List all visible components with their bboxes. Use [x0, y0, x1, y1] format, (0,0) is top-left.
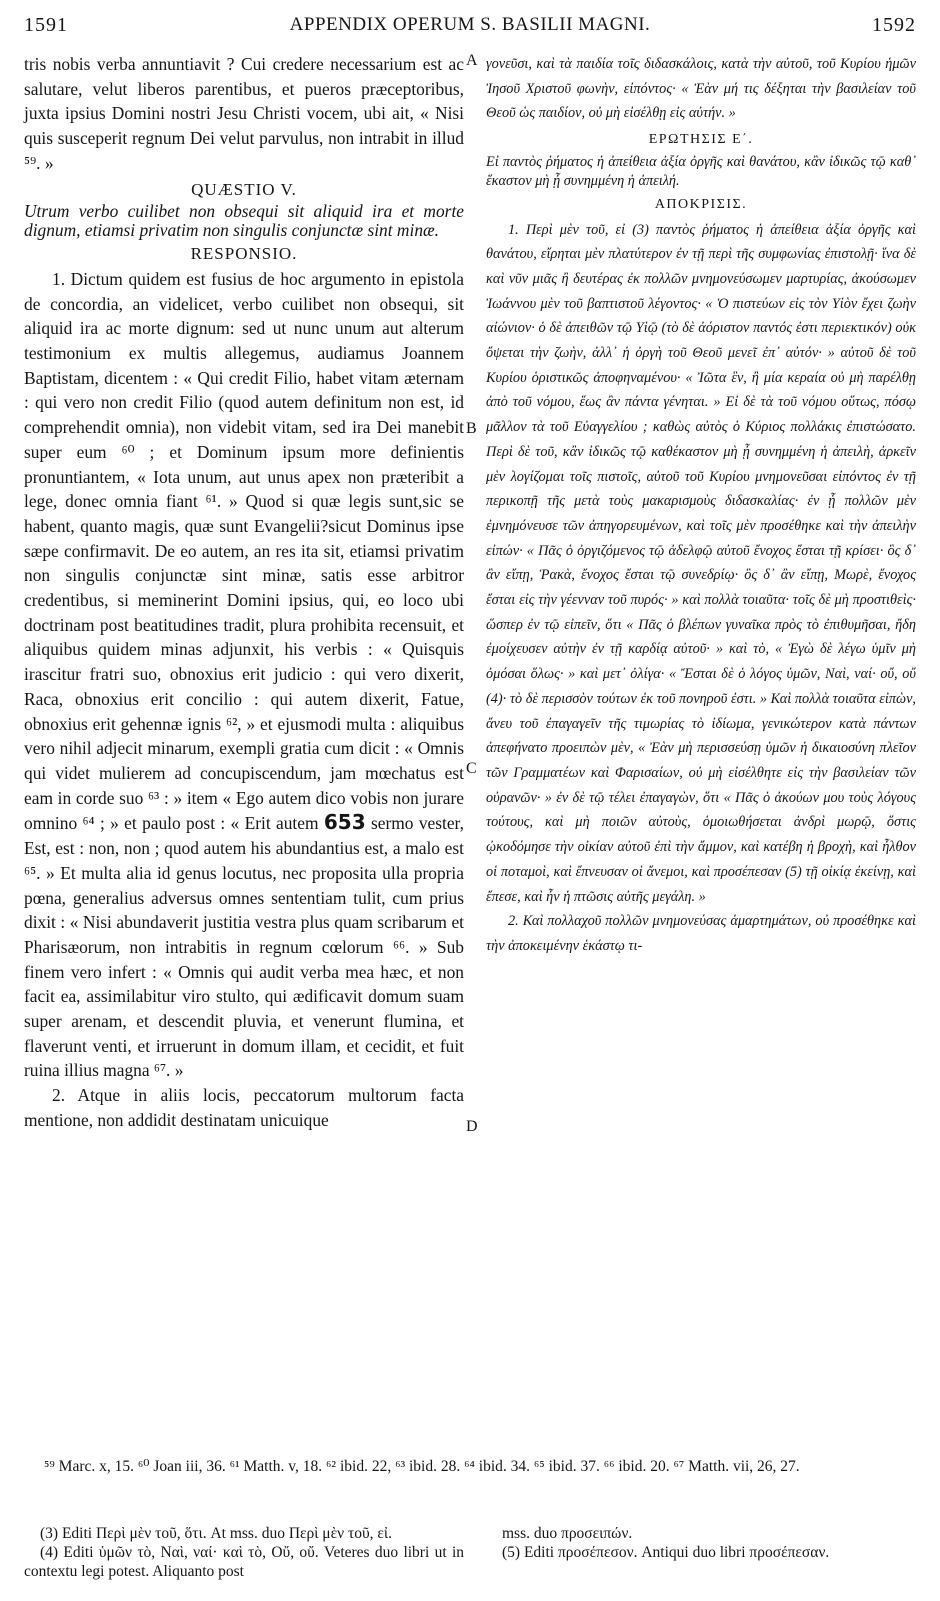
latin-intro: tris nobis verba annuntiavit ? Cui credere necessarium est ac salutare, velut liberos parentibus, et pueros præceptoribus, juxta ipsius Domini nostri Jesu Christi vocem, ubi ait, « Nisi quis susceperit regnum Dei velut parvulus, non intrabit in illud ⁵⁹. »: [24, 54, 464, 173]
page-header: [24, 14, 916, 40]
critical-note: (4) Editi ὑμῶν τὸ, Ναὶ, ναί· καὶ τὸ, Οὔ, οὔ. Veteres duo libri ut in contextu legi potest. Aliquanto post: [24, 1544, 464, 1580]
critical-note: (5) Editi προσέπεσον. Antiqui duo libri προσέπεσαν.: [502, 1544, 830, 1561]
running-title: APPENDIX OPERUM S. BASILII MAGNI.: [289, 14, 651, 35]
footnotes: [24, 1457, 916, 1477]
greek-question-text: Εἰ παντὸς ῥήματος ἡ ἀπείθεια ἀξία ὀργῆς καὶ θανάτου, κἂν ἰδικῶς τῷ καθ᾽ ἕκαστον μὴ ᾖ συνημμένη ἡ ἀπειλή.: [486, 153, 916, 189]
latin-column: [24, 52, 464, 1133]
page-number-left: 1591: [24, 14, 68, 36]
critical-notes-right: [486, 1524, 916, 1562]
greek-responsio-heading: ΑΠΟΚΡΙΣΙΣ.: [654, 196, 748, 212]
footnote-references: ⁵⁹ Marc. x, 15. ⁶⁰ Joan iii, 36. ⁶¹ Matth. v, 18. ⁶² ibid. 22, ⁶³ ibid. 28. ⁶⁴ ibid. 34. ⁶⁵ ibid. 37. ⁶⁶ ibid. 20. ⁶⁷ Matth. vii, 26, 27.: [44, 1458, 800, 1475]
margin-letter-d: D: [466, 1118, 478, 1135]
critical-note: mss. duo προσειπών.: [502, 1525, 633, 1542]
greek-answer-paragraph-2: 2. Καὶ πολλαχοῦ πολλῶν μνημονεύσας ἁμαρτημάτων, οὐ προσέθηκε καὶ τὴν ἀποκειμένην ἑκάστῳ τι-: [486, 913, 916, 954]
latin-answer-paragraph-1: [24, 267, 464, 1083]
latin-answer-paragraph-2: 2. Atque in aliis locis, peccatorum multorum facta mentione, non addidit destinatam unicuique: [24, 1085, 464, 1130]
critical-notes-left: [24, 1524, 464, 1581]
greek-intro: γονεῦσι, καὶ τὰ παιδία τοῖς διδασκάλοις, κατὰ τὴν αὐτοῦ, τοῦ Κυρίου ἡμῶν Ἰησοῦ Χριστοῦ φωνὴν, εἰπόντος· « Ἐὰν μή τις δέξηται τὴν βασιλείαν τοῦ Θεοῦ ὡς παιδίον, οὐ μὴ εἰσέλθῃ εἰς αὐτήν. »: [486, 56, 916, 122]
margin-letter-b: B: [466, 420, 477, 437]
page-number-right: 1592: [872, 14, 916, 36]
greek-answer-paragraph-1: 1. Περὶ μὲν τοῦ, εἰ (3) παντὸς ῥήματος ἡ ἀπείθεια ἀξία ὀργῆς καὶ θανάτου, εἴρηται μὲν πλατύτερον ἐν τῇ περὶ τῆς συμφωνίας ἐπιστολῇ· ἵνα δὲ καὶ νῦν μιᾶς ἢ δευτέρας ἐκ πολλῶν μνημονεύσωμεν μαρτυρίας, ἀκούσωμεν Ἰωάννου μὲν τοῦ βαπτιστοῦ λέγοντος· « Ὁ πιστεύων εἰς τὸν Υἱὸν ἔχει ζωὴν αἰώνιον· ὁ δὲ ἀπειθῶν τῷ Υἱῷ (τὸ δὲ ἀόριστον παντός ἐστι περιεκτικόν) οὐκ ὄψεται τὴν ζωὴν, ἀλλ᾽ ἡ ὀργὴ τοῦ Θεοῦ μενεῖ ἐπ᾽ αὐτόν· » αὐτοῦ δὲ τοῦ Κυρίου ὁριστικῶς ἀποφηναμένου· « Ἰῶτα ἓν, ἢ μία κεραία οὐ μὴ παρέλθῃ ἀπὸ τοῦ νόμου, ἕως ἂν πάντα γένηται. » Εἰ δὲ τὰ τοῦ νόμου οὕτως, πόσῳ μᾶλλον τὰ τοῦ Εὐαγγελίου ; καθὼς αὐτὸς ὁ Κύριος πολλάκις ἐπιστώσατο. Περὶ δὲ τοῦ, κἂν ἰδικῶς τῷ καθέκαστον μὴ ᾖ συνημμένη ἡ ἀπειλὴ, ἀρκεῖν μὲν λογίζομαι τοῖς πιστοῖς, αὐτοῦ τοῦ Κυρίου μνημονεῦσαι εἰπόντος ἐν τῇ περικοπῇ τῆς μετὰ τοὺς μακαρισμοὺς διδασκαλίας· ἐν ᾗ πολλῶν μὲν ἐμνημόνευσε τῶν ἀπηγορευμένων, καὶ τοῖς μὲν προσέθηκε καὶ τὴν ἀπειλὴν εἰπών· « Πᾶς ὁ ὀργιζόμενος τῷ ἀδελφῷ αὐτοῦ ἔνοχος ἔσται τῇ κρίσει· ὃς δ᾽ ἂν εἴπῃ, Ῥακὰ, ἔνοχος ἔσται τῷ συνεδρίῳ· ὃς δ᾽ ἂν εἴπῃ, Μωρὲ, ἔνοχος ἔσται εἰς τὴν γέενναν τοῦ πυρός· » καὶ πολλὰ τοιαῦτα· τοῖς δὲ μὴ προστιθεὶς· ὥσπερ ἐν τῷ εἰπεῖν, ὅτι « Πᾶς ὁ βλέπων γυναῖκα πρὸς τὸ ἐπιθυμῆσαι, ἤδη ἐμοίχευσεν αὐτὴν ἐν τῇ καρδίᾳ αὐτοῦ· » καὶ τὸ, « Ἐγὼ δὲ λέγω ὑμῖν μὴ ὀμόσαι ὅλως· » καὶ μετ᾽ ὀλίγα· « Ἔσται δὲ ὁ λόγος ὑμῶν, Ναὶ, ναί· οὔ, οὔ (4)· τὸ δὲ περισσὸν τούτων ἐκ τοῦ πονηροῦ ἐστι. » Καὶ πολλὰ τοιαῦτα εἰπὼν, ἄνευ τοῦ ἐπαγαγεῖν τῆς τιμωρίας τὸ ἰδίωμα, γενικώτερον κατὰ πάντων ἀπεφήνατο προειπὼν μὲν, « Ἐὰν μὴ περισσεύσῃ ὑμῶν ἡ δικαιοσύνη πλεῖον τῶν Γραμματέων καὶ Φαρισαίων, οὐ μὴ εἰσέλθητε εἰς τὴν βασιλείαν τῶν οὐρανῶν· » ἐν δὲ τῷ τέλει ἐπαγαγὼν, ὅτι « Πᾶς ὁ ἀκούων μου τοὺς λόγους τούτους, καὶ μὴ ποιῶν αὐτοὺς, ὁμοιωθήσεται ἀνδρὶ μωρῷ, ὅστις ᾠκοδόμησε τὴν οἰκίαν αὐτοῦ ἐπὶ τὴν ἄμμον, καὶ κατέβη ἡ βροχὴ, καὶ ἦλθον οἱ ποταμοὶ, καὶ ἔπνευσαν οἱ ἄνεμοι, καὶ προσέπεσαν (5) τῇ οἰκίᾳ ἐκείνῃ, καὶ ἔπεσε, καὶ ἦν ἡ πτῶσις αὐτῆς μεγάλη. »: [486, 221, 916, 905]
critical-note: (3) Editi Περὶ μὲν τοῦ, ὅτι. At mss. duo Περὶ μὲν τοῦ, εἰ.: [40, 1525, 392, 1542]
column-number: 653: [323, 810, 366, 835]
greek-question-heading: ΕΡΩΤΗΣΙΣ Ε΄.: [648, 132, 754, 148]
margin-letter-a: A: [466, 52, 478, 69]
margin-letter-c: C: [466, 760, 477, 777]
latin-responsio-heading: RESPONSIO.: [190, 244, 298, 264]
latin-question-heading: QUÆSTIO V.: [191, 179, 297, 199]
greek-column: [486, 52, 916, 959]
latin-question-text: Utrum verbo cuilibet non obsequi sit aliquid ira et morte dignum, etiamsi privatim non singulis conjunctæ sint minæ.: [24, 201, 464, 241]
latin-answer-1-part-a: 1. Dictum quidem est fusius de hoc argumento in epistola de concordia, an videlicet, verbo cuilibet non obsequi, sit aliquid ira ac morte dignum: sed ut nunc unum aut alterum testimonium ex multis allegemus, audiamus Joannem Baptistam, dicentem : « Qui credit Filio, habet vitam æternam : qui vero non credit Filio (quod autem definitum non est, id comprehendit omnia), non videbit vitam, sed ira Dei manebit super eum ⁶⁰ ; et Dominum ipsum more definientis pronuntiantem, « Iota unum, aut unus apex non præteribit a lege, donec omnia fiant ⁶¹. » Quod si quæ legis sunt,sic se habent, quanto magis, quæ sunt Evangelii?sicut Dominus ipse sæpe confirmavit. De eo autem, an res ita sit, etiamsi privatim non singulis conjunctæ sint minæ, satis esse arbitror credentibus, si meminerint Domini ipsius, qui, eo loco ubi doctrinam post beatitudines tradit, plura prohibita recensuit, et aliquibus quidem minas adjunxit, his verbis : « Quisquis irascitur fratri suo, obnoxius erit judicio : qui vero dixerit, Raca, obnoxius erit concilio : qui autem dixerit, Fatue, obnoxius erit gehennæ ignis ⁶², » et ejusmodi multa : aliquibus vero nihil adjecit minarum, exempli gratia cum dicit : « Omnis qui videt mulierem ad concupiscendum, jam mœchatus est eam in corde suo ⁶³ : » item « Ego autem dico vobis non jurare omnino ⁶⁴ ; » et paulo post : « Erit autem: [24, 268, 464, 834]
latin-answer-1-part-b: sermo vester, Est, est : non, non ; quod autem his abundantius est, a malo est ⁶⁵. » Et multa alia id genus locutus, nec proposita ulla propria pœna, generalius adversus omnes sententiam tulit, cum prius dixit : « Nisi abundaverit justitia vestra plus quam scribarum et Pharisæorum, non intrabitis in regnum cœlorum ⁶⁶. » Sub finem vero infert : « Omnis qui audit verba mea hæc, et non facit ea, assimilabitur viro stulto, qui ædificavit domum suam super arenam, et descendit pluvia, et venerunt flumina, et flaverunt venti, et irruerunt in domum illam, et cecidit, et fuit ruina illius magna ⁶⁷. »: [24, 813, 465, 1081]
